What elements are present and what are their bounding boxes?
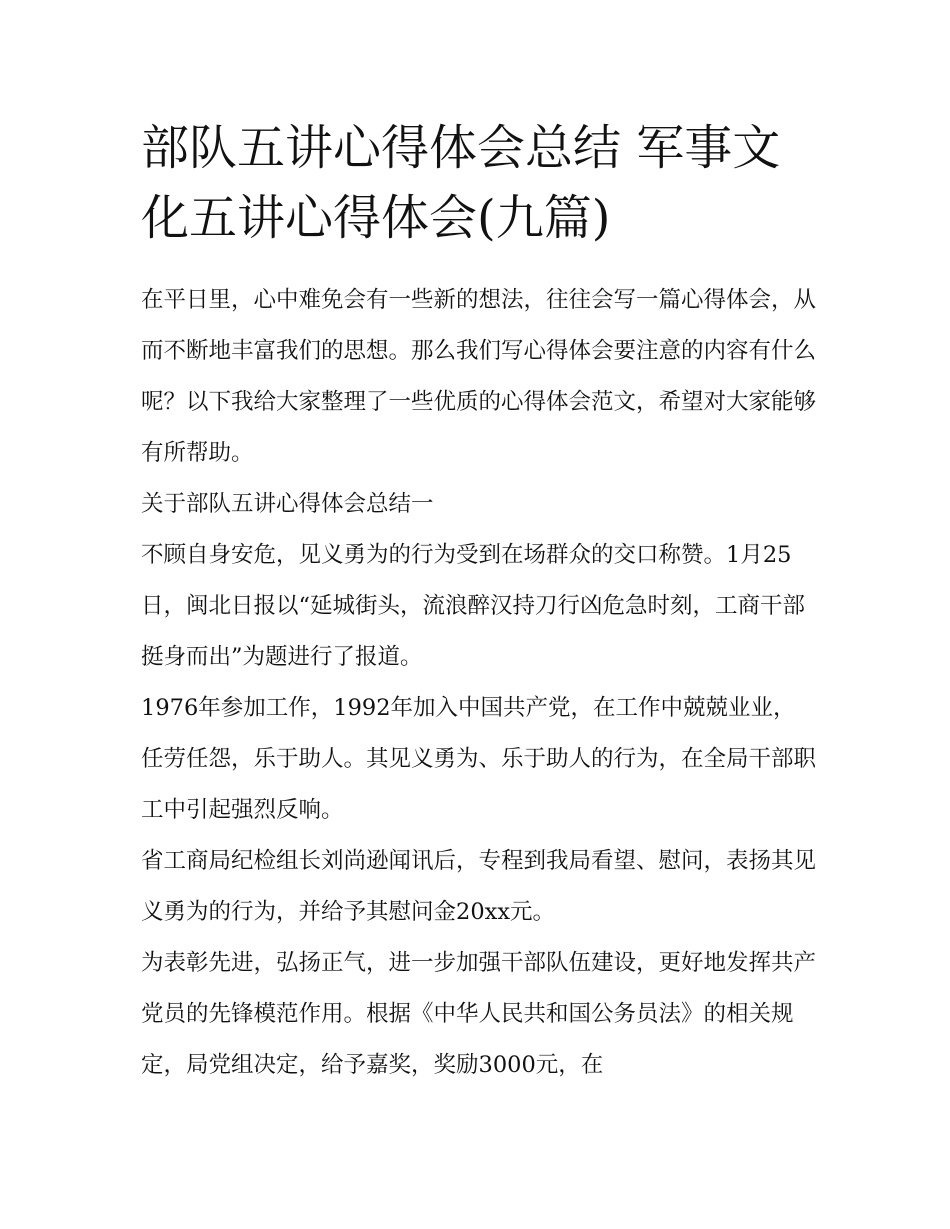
document-body: [141, 275, 816, 1091]
document-title: 部队五讲心得体会总结 军事文化五讲心得体会(九篇): [141, 120, 781, 246]
paragraph-intro: 在平日里，心中难免会有一些新的想法，往往会写一篇心得体会，从而不断地丰富我们的思想。那么我们写心得体会要注意的内容有什么呢？以下我给大家整理了一些优质的心得体会范文，希望对大家能够有所帮助。: [141, 287, 817, 466]
paragraph: 1976年参加工作，1992年加入中国共产党，在工作中兢兢业业，任劳任怨，乐于助人。其见义勇为、乐于助人的行为，在全局干部职工中引起强烈反响。: [141, 695, 817, 823]
section-heading: 关于部队五讲心得体会总结一: [141, 491, 434, 517]
paragraph: 不顾自身安危，见义勇为的行为受到在场群众的交口称赞。1月25日，闽北日报以“延城街头，流浪醉汉持刀行凶危急时刻，工商干部挺身而出”为题进行了报道。: [141, 542, 806, 670]
paragraph: 为表彰先进，弘扬正气，进一步加强干部队伍建设，更好地发挥共产党员的先锋模范作用。根据《中华人民共和国公务员法》的相关规定，局党组决定，给予嘉奖，奖励3000元，在: [141, 950, 817, 1078]
paragraph: 省工商局纪检组长刘尚逊闻讯后，专程到我局看望、慰问，表扬其见义勇为的行为，并给予其慰问金20xx元。: [141, 848, 817, 925]
